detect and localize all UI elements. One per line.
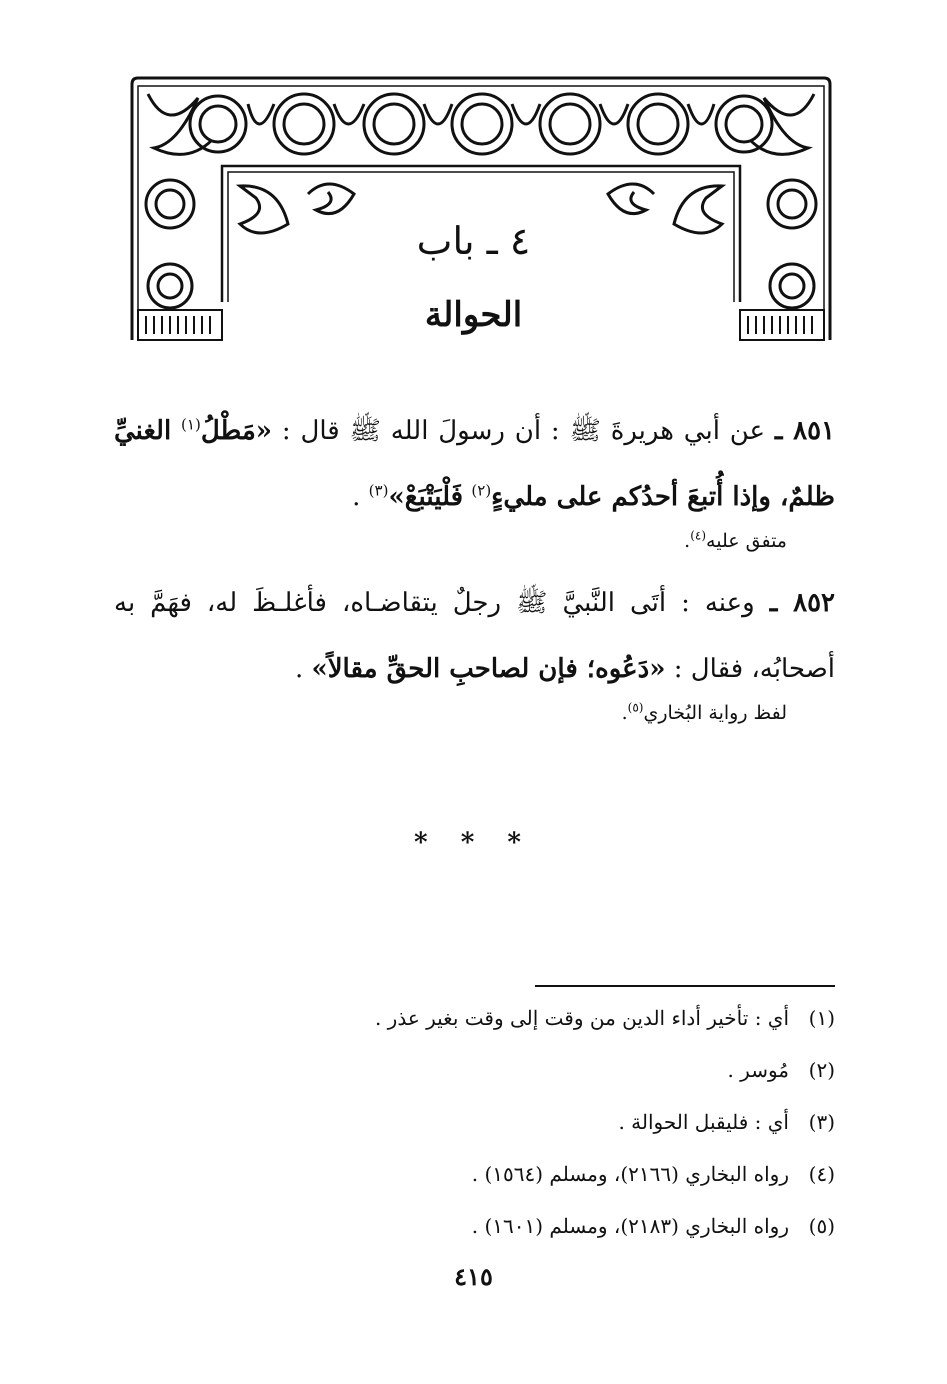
hadith-quote-part: الغنيِّ ظلمٌ، وإذا أُتبعَ أحدُكم على مليءٍ bbox=[114, 416, 835, 512]
hadith-quote: «دَعُوه؛ فإن لصاحبِ الحقِّ مقالاً» bbox=[311, 654, 666, 684]
footnote-item bbox=[375, 1104, 835, 1156]
hadith-852 bbox=[114, 570, 835, 702]
hadith-source bbox=[622, 702, 787, 724]
footnote-ref[interactable]: (٣) bbox=[368, 481, 389, 500]
hadith-number: ٨٥١ ـ bbox=[774, 416, 836, 446]
hadith-source bbox=[684, 530, 787, 552]
page-number: ٤١٥ bbox=[454, 1262, 493, 1291]
chapter-title: ٤ ـ باب bbox=[416, 219, 531, 263]
footnote-number: (٥) bbox=[808, 1214, 835, 1238]
footnote-ref[interactable]: (٢) bbox=[471, 481, 492, 500]
footnote-number: (٢) bbox=[808, 1058, 835, 1082]
footnote-item bbox=[375, 1052, 835, 1104]
footnote-number: (٣) bbox=[808, 1110, 835, 1134]
footnote-text: رواه البخاري (٢١٦٦)، ومسلم (١٥٦٤) . bbox=[471, 1162, 789, 1186]
footnote-item bbox=[375, 1156, 835, 1208]
footnote-number: (٤) bbox=[808, 1162, 835, 1186]
hadith-end: . bbox=[294, 654, 304, 684]
hadith-quote-part: «مَطْلُ bbox=[200, 416, 273, 446]
hadith-number: ٨٥٢ ـ bbox=[769, 588, 836, 618]
footnote-text: مُوسر . bbox=[727, 1058, 789, 1082]
footnote-text: أي : تأخير أداء الدين من وقت إلى وقت بغير عذر . bbox=[374, 1006, 789, 1030]
section-separator: * * * bbox=[414, 828, 533, 858]
footnote-number: (١) bbox=[808, 1006, 835, 1030]
source-end: . bbox=[684, 530, 691, 552]
footnote-text: أي : فليقبل الحوالة . bbox=[618, 1110, 789, 1134]
source-text: لفظ رواية البُخاري bbox=[643, 702, 787, 724]
hadith-851 bbox=[114, 398, 835, 530]
source-end: . bbox=[621, 702, 628, 724]
hadith-intro: وعنه : أتَى النَّبيَّ ﷺ رجلٌ يتقاضـاه، فأغلـظَ له، فهَمَّ به أصحابُه، فقال : bbox=[114, 588, 835, 684]
footnotes-list bbox=[375, 1000, 835, 1260]
chapter-subtitle: الحوالة bbox=[424, 295, 523, 335]
footnote-ref[interactable]: (١) bbox=[181, 415, 201, 434]
footnote-ref[interactable]: (٥) bbox=[627, 700, 644, 715]
hadith-intro: عن أبي هريرةَ ﷺ : أن رسولَ الله ﷺ قال : bbox=[281, 416, 766, 446]
footnote-divider bbox=[535, 985, 835, 987]
footnote-ref[interactable]: (٤) bbox=[690, 528, 707, 543]
footnote-text: رواه البخاري (٢١٨٣)، ومسلم (١٦٠١) . bbox=[471, 1214, 789, 1238]
hadith-quote-part: فَلْيَتْبَعْ» bbox=[388, 482, 464, 512]
source-text: متفق عليه bbox=[706, 530, 787, 552]
hadith-end: . bbox=[352, 482, 361, 512]
footnote-item bbox=[375, 1208, 835, 1260]
footnote-item bbox=[375, 1000, 835, 1052]
